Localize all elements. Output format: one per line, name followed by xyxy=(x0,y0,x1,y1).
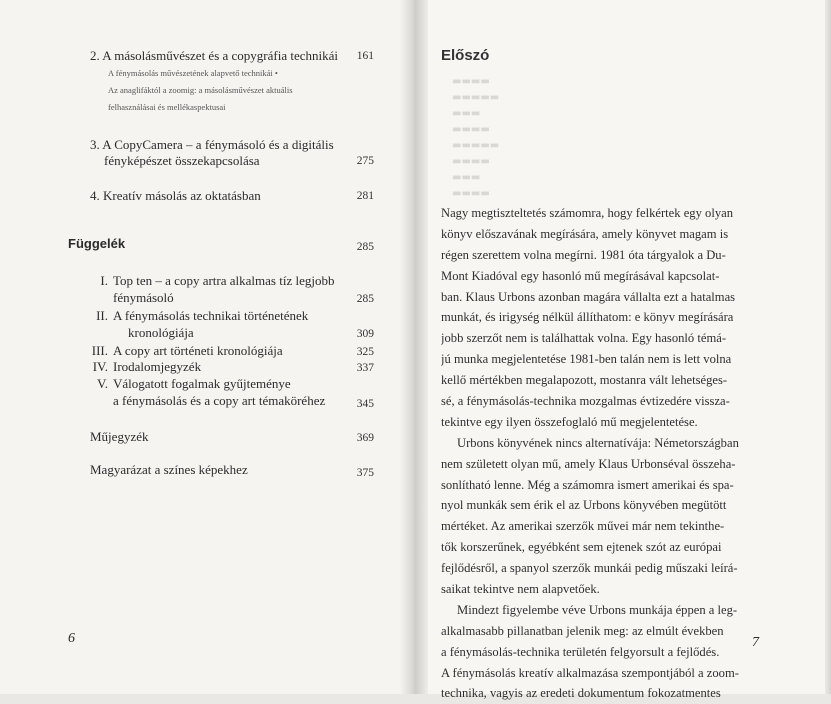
preface-line: saikat tekintve nem alapvetőek. xyxy=(441,582,600,597)
toc-entry-title: 3. A CopyCamera – a fénymásoló és a digitális xyxy=(90,137,334,152)
appendix-item-page: 285 xyxy=(356,293,374,305)
preface-line: sonlítható lenne. Még a számomra ismert amerikai és spa- xyxy=(441,477,734,492)
toc-extra-title: Magyarázat a színes képekhez xyxy=(90,462,248,477)
appendix-item-title: fénymásoló xyxy=(113,290,174,305)
appendix-page: 285 xyxy=(356,241,374,253)
appendix-item-title: A copy art történeti kronológiája xyxy=(113,343,283,358)
appendix-item-title: Irodalomjegyzék xyxy=(113,359,202,374)
preface-line: Mont Kiadóval egy hasonló mű megírásával kapcsolat- xyxy=(441,268,720,283)
preface-line: mértéket. Az amerikai szerzők művei már nem tekinthe- xyxy=(441,519,725,534)
preface-line: nem született olyan mű, amely Klaus Urbonséval összeha- xyxy=(441,456,736,471)
preface-line: régen szerettem volna megírni. 1981 óta tárgyalok a Du- xyxy=(441,247,726,262)
appendix-item-number: I. xyxy=(100,273,108,288)
toc-extra-title: Műjegyzék xyxy=(90,429,149,444)
appendix-item-page: 337 xyxy=(356,362,374,374)
toc-entry-title: 2. A másolásművészet és a copygráfia technikái xyxy=(90,48,339,63)
appendix-item-number: IV. xyxy=(92,359,108,374)
preface-line: jú munka megjelentetése 1981-ben talán nem is lett volna xyxy=(441,352,732,367)
preface-line: A fénymásolás kreatív alkalmazása szempontjából a zoom- xyxy=(441,665,739,680)
toc-entry-subtitle: Az anaglifáktól a zoomig: a másolásművészet aktuális xyxy=(108,85,293,95)
toc-entry-subtitle: A fénymásolás művészetének alapvető technikái • xyxy=(108,68,278,78)
appendix-item-number: III. xyxy=(91,343,108,358)
toc-entry-page: 161 xyxy=(356,50,374,62)
appendix-item-title: A fénymásolás technikai történetének xyxy=(113,308,309,323)
appendix-item-page: 345 xyxy=(356,398,374,410)
appendix-item-number: V. xyxy=(97,376,108,391)
preface-line: tekintve egy ilyen összefoglaló mű megjelentetése. xyxy=(441,414,698,429)
preface-line: alkalmasabb pillanatban jelenik meg: az elmúlt években xyxy=(441,623,724,638)
preface-line: fejlődésről, a spanyol szerzők munkái pedig műszaki leírá- xyxy=(441,561,738,576)
book-gutter xyxy=(400,0,428,694)
preface-line: a fénymásolás-technika területén felgyorsult a fejlődés. xyxy=(441,644,720,659)
appendix-item-title: a fénymásolás és a copy art témaköréhez xyxy=(113,393,326,408)
appendix-item-page: 325 xyxy=(356,346,374,358)
preface-line: tők korszerűnek, egyébként sem ejtenek szót az európai xyxy=(441,540,722,555)
appendix-item-number: II. xyxy=(96,308,108,323)
preface-line: kellő mértékben megalapozott, mostanra vált lehetséges- xyxy=(441,373,728,388)
page-number-right: 7 xyxy=(752,635,759,650)
toc-extra-page: 369 xyxy=(356,432,374,444)
toc-entry-title: 4. Kreatív másolás az oktatásban xyxy=(90,188,261,203)
preface-line: Urbons könyvének nincs alternatívája: Németországban xyxy=(457,435,739,450)
preface-line: nyol munkák sem érik el az Urbons könyvében megütött xyxy=(441,498,727,513)
appendix-item-title: kronológiája xyxy=(128,325,194,340)
preface-line: Nagy megtiszteltetés számomra, hogy felkértek egy olyan xyxy=(441,206,734,220)
appendix-item-title: Top ten – a copy artra alkalmas tíz legjobb xyxy=(113,273,335,288)
preface-line: könyv előszavának megírására, amely könyvet magam is xyxy=(441,226,729,241)
preface-line: sé, a fénymásolás-technika mozgalmas évtizedére vissza- xyxy=(441,394,730,409)
page-edge xyxy=(825,0,831,694)
appendix-item-title: Válogatott fogalmak gyűjteménye xyxy=(113,376,291,391)
preface-line: ban. Klaus Urbons azonban magára vállalta ezt a hatalmas xyxy=(441,289,736,304)
preface-line: Mindezt figyelembe véve Urbons munkája éppen a leg- xyxy=(457,602,738,617)
appendix-heading: Függelék xyxy=(68,236,126,251)
toc-entry-title: fényképészet összekapcsolása xyxy=(104,153,260,168)
toc-entry-page: 281 xyxy=(356,190,374,202)
toc-entry-subtitle: felhasználásai és mellékaspektusai xyxy=(108,102,226,112)
preface-line: technika, vagyis az eredeti dokumentum fokozatmentes xyxy=(441,686,721,701)
appendix-item-page: 309 xyxy=(356,328,374,340)
preface-line: munkát, és irigység nélkül állíthatom: e könyv megírására xyxy=(441,310,734,325)
toc-entry-page: 275 xyxy=(356,155,374,167)
show-through-text: ▬▬▬▬ ▬▬▬▬▬ ▬▬▬ ▬▬▬▬ ▬▬▬▬▬ ▬▬▬▬ ▬▬▬ ▬▬▬▬ xyxy=(452,76,500,199)
preface-body xyxy=(441,203,766,704)
page-number-left: 6 xyxy=(68,631,75,646)
preface-line: jobb szerzőt nem is találhattak volna. Egy hasonló témá- xyxy=(441,331,727,346)
preface-heading: Előszó xyxy=(441,47,490,64)
toc-extra-page: 375 xyxy=(356,467,374,479)
